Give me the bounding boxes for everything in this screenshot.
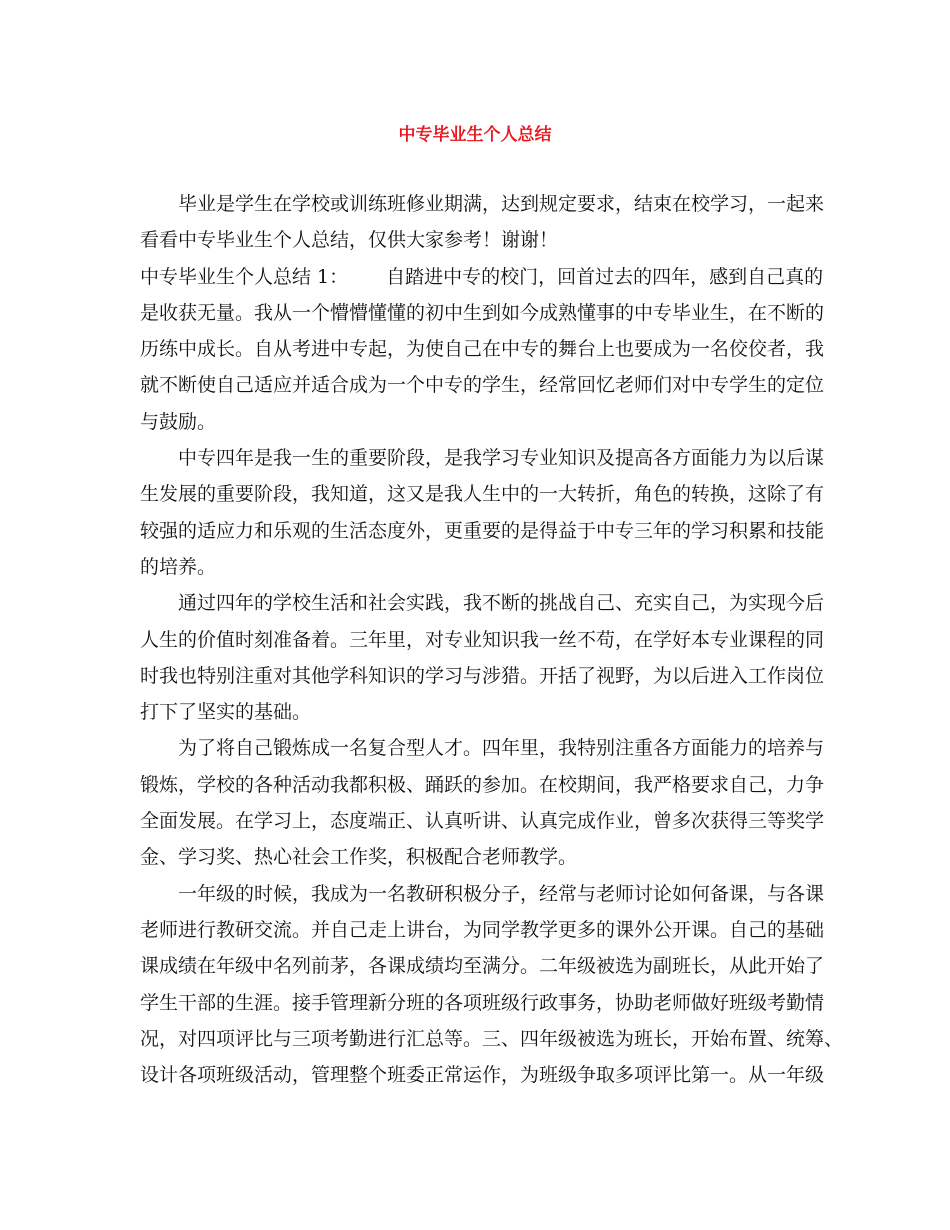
text-line: 是收获无量。我从一个懵懵懂懂的初中生到如今成熟懂事的中专毕业生，在不断的 bbox=[140, 301, 825, 324]
text-line: 较强的适应力和乐观的生活态度外，更重要的是得益于中专三年的学习积累和技能 bbox=[140, 519, 825, 542]
text-line: 锻炼，学校的各种活动我都积极、踊跃的参加。在校期间，我严格要求自己，力争 bbox=[140, 773, 825, 796]
text-line: 为了将自己锻炼成一名复合型人才。四年里，我特别注重各方面能力的培养与 bbox=[178, 737, 825, 760]
document-title: 中专毕业生个人总结 bbox=[398, 125, 552, 145]
text-line: 课成绩在年级中名列前茅，各课成绩均至满分。二年级被选为副班长，从此开始了 bbox=[140, 955, 825, 978]
text-line: 生发展的重要阶段，我知道，这又是我人生中的一大转折，角色的转换，这除了有 bbox=[140, 483, 825, 506]
text-line: 老师进行教研交流。并自己走上讲台，为同学教学更多的课外公开课。自己的基础 bbox=[140, 918, 825, 941]
text-line: 全面发展。在学习上，态度端正、认真听讲、认真完成作业，曾多次获得三等奖学 bbox=[140, 810, 825, 833]
text-line: 就不断使自己适应并适合成为一个中专的学生，经常回忆老师们对中专学生的定位 bbox=[140, 374, 825, 397]
text-line: 中专四年是我一生的重要阶段，是我学习专业知识及提高各方面能力为以后谋 bbox=[178, 447, 825, 470]
text-line: 况，对四项评比与三项考勤进行汇总等。三、四年级被选为班长，开始布置、统筹、 bbox=[140, 1027, 844, 1050]
text-line: 打下了坚实的基础。 bbox=[140, 701, 312, 724]
text-line: 与鼓励。 bbox=[140, 410, 217, 433]
text-line: 人生的价值时刻准备着。三年里，对专业知识我一丝不苟，在学好本专业课程的同 bbox=[140, 628, 825, 651]
text-line: 历练中成长。自从考进中专起，为使自己在中专的舞台上也要成为一名佼佼者，我 bbox=[140, 338, 825, 361]
text-line: 看看中专毕业生个人总结，仅供大家参考！谢谢！ bbox=[140, 229, 559, 252]
text-line: 设计各项班级活动，管理整个班委正常运作，为班级争取多项评比第一。从一年级 bbox=[140, 1064, 825, 1087]
document-body bbox=[140, 186, 844, 1093]
text-line: 的培养。 bbox=[140, 555, 217, 578]
text-line: 通过四年的学校生活和社会实践，我不断的挑战自己、充实自己，为实现今后 bbox=[178, 592, 825, 615]
text-line: 时我也特别注重对其他学科知识的学习与涉猎。开括了视野，为以后进入工作岗位 bbox=[140, 664, 825, 687]
text-line: 学生干部的生涯。接手管理新分班的各项班级行政事务，协助老师做好班级考勤情 bbox=[140, 991, 825, 1014]
section-text: 自踏进中专的校门，回首过去的四年，感到自己真的 bbox=[386, 265, 824, 288]
text-line: 一年级的时候，我成为一名教研积极分子，经常与老师讨论如何备课，与各课 bbox=[178, 882, 825, 905]
text-line: 毕业是学生在学校或训练班修业期满，达到规定要求，结束在校学习，一起来 bbox=[178, 193, 825, 215]
section-heading: 中专毕业生个人总结 1： bbox=[140, 265, 349, 288]
text-line: 金、学习奖、热心社会工作奖，积极配合老师教学。 bbox=[140, 846, 578, 869]
text-line bbox=[140, 259, 824, 295]
